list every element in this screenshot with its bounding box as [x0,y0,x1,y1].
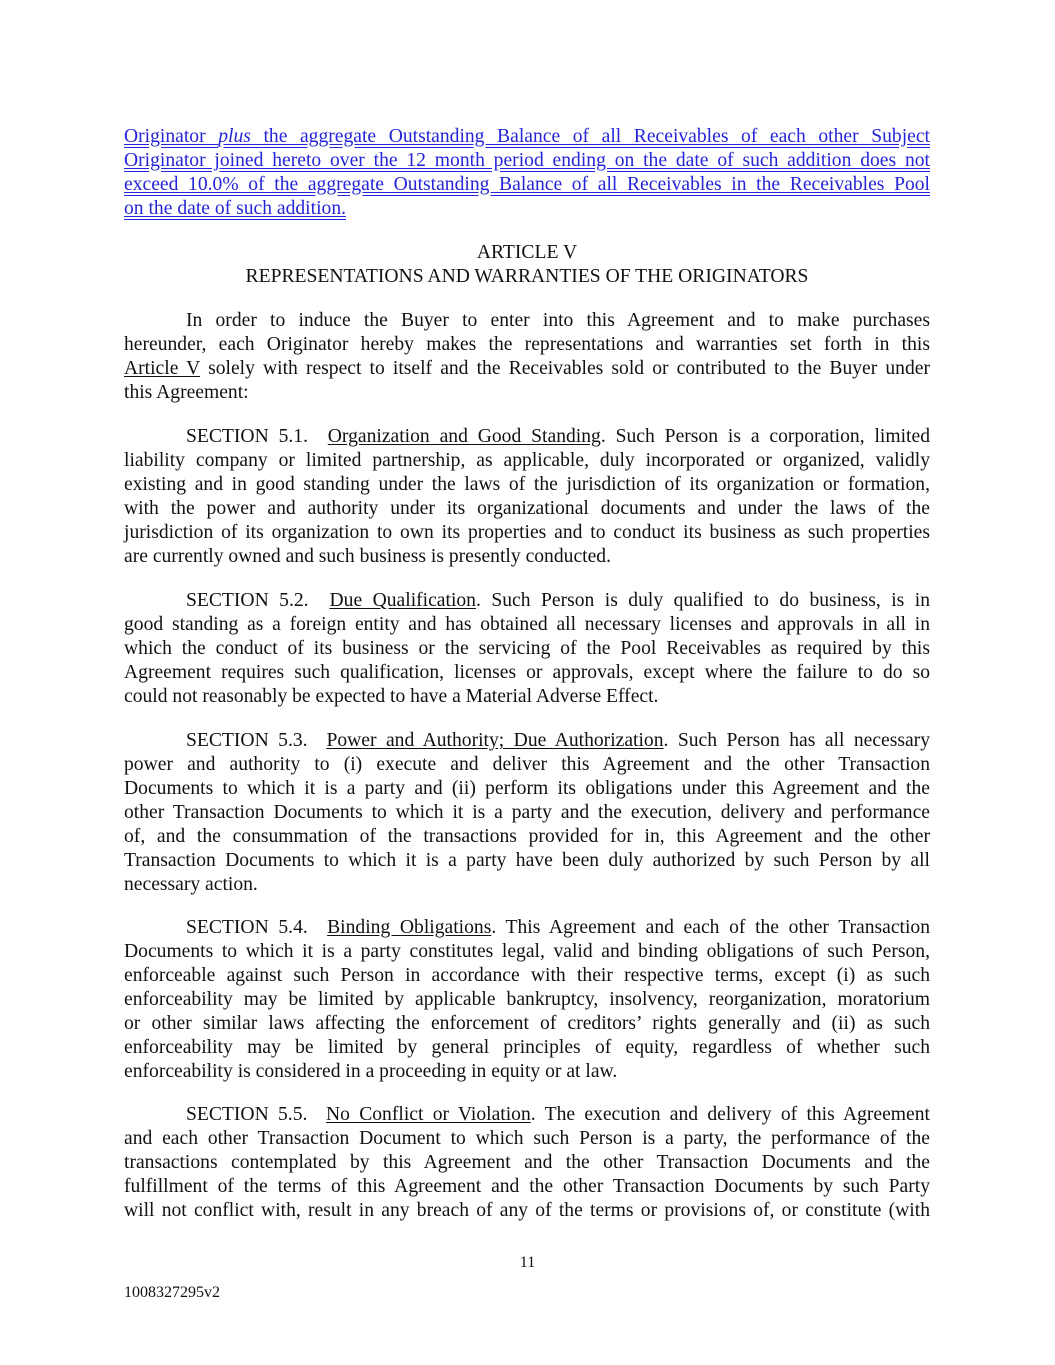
paragraph-line: Agreement requires such qualification, licenses or approvals, except where the failure to do so [124,662,930,683]
paragraph-line: enforceable against such Person in accordance with their respective terms, except (i) as such [124,965,930,986]
paragraph-line: good standing as a foreign entity and has obtained all necessary licenses and approvals in all in [124,614,930,635]
paragraph-line: fulfillment of the terms of this Agreement and the other Transaction Documents by such Party [124,1176,930,1197]
paragraph-line: enforceability is considered in a proceeding in equity or at law. [124,1061,618,1082]
article-title: REPRESENTATIONS AND WARRANTIES OF THE ORIGINATORS [245,266,809,287]
section-number: SECTION 5.1. [186,426,308,447]
paragraph-line: hereunder, each Originator hereby makes the representations and warranties set forth in this [124,334,930,355]
paragraph-line: transactions contemplated by this Agreement and the other Transaction Documents and the [124,1152,930,1173]
paragraph-line: could not reasonably be expected to have a Material Adverse Effect. [124,686,659,707]
section-number: SECTION 5.4. [186,917,308,938]
section-heading: Organization and Good Standing [327,426,601,447]
section-first-line: SECTION 5.1. Organization and Good Standing. Such Person is a corporation, limited [186,426,930,447]
paragraph-line: Documents to which it is a party and (ii) perform its obligations under this Agreement and the [124,778,930,799]
section-number: SECTION 5.5. [186,1104,308,1125]
inserted-text: Originator joined hereto over the 12 month period ending on the date of such addition does not [124,150,930,171]
inserted-text: Originator plus the aggregate Outstanding Balance of all Receivables of each other Subject [124,126,930,147]
inserted-line [124,125,930,149]
paragraph-line: liability company or limited partnership, as applicable, duly incorporated or organized, validly [124,450,930,471]
section-heading: Power and Authority; Due Authorization [326,730,664,751]
inserted-line [124,149,930,173]
inserted-line [124,197,930,221]
paragraph-line: enforceability may be limited by applicable bankruptcy, insolvency, reorganization, moratorium [124,989,930,1010]
section-first-line: SECTION 5.4. Binding Obligations. This Agreement and each of the other Transaction [186,917,931,938]
section-number: SECTION 5.2. [186,590,309,611]
paragraph-line: power and authority to (i) execute and deliver this Agreement and the other Transaction [124,754,930,775]
paragraph-line: of, and the consummation of the transactions provided for in, this Agreement and the other [124,826,930,847]
section-first-line: SECTION 5.5. No Conflict or Violation. The execution and delivery of this Agreement [186,1104,930,1125]
inserted-text: exceed 10.0% of the aggregate Outstanding Balance of all Receivables in the Receivables Pool [124,174,930,195]
paragraph-line: Transaction Documents to which it is a party have been duly authorized by such Person by all [124,850,930,871]
paragraph-line: other Transaction Documents to which it is a party and the execution, delivery and performance [124,802,930,823]
paragraph-line: existing and in good standing under the laws of the jurisdiction of its organization or formation, [124,474,930,495]
italic-term: plus [218,126,251,147]
page-number: 11 [519,1254,536,1271]
paragraph-line: enforceability may be limited by general principles of equity, regardless of whether such [124,1037,930,1058]
article-number: ARTICLE V [476,242,578,263]
paragraph-line: which the conduct of its business or the servicing of the Pool Receivables as required by this [124,638,930,659]
article-reference: Article V [124,358,200,379]
paragraph-line: are currently owned and such business is presently conducted. [124,546,611,567]
paragraph-line: Documents to which it is a party constitutes legal, valid and binding obligations of such Person, [124,941,930,962]
paragraph-line: jurisdiction of its organization to own its properties and to conduct its business as such properties [124,522,930,543]
section-first-line: SECTION 5.3. Power and Authority; Due Authorization. Such Person has all necessary [186,730,930,751]
paragraph-line: or other similar laws affecting the enforcement of creditors’ rights generally and (ii) as such [124,1013,930,1034]
paragraph-line: with the power and authority under its organizational documents and under the laws of the [124,498,930,519]
paragraph-line: this Agreement: [124,382,249,403]
document-id: 1008327295v2 [124,1284,220,1301]
paragraph-line: and each other Transaction Document to which such Person is a party, the performance of the [124,1128,930,1149]
section-heading: Binding Obligations [327,917,492,938]
paragraph-line: Article V solely with respect to itself and the Receivables sold or contributed to the Buyer under [124,358,930,379]
inserted-text: on the date of such addition. [124,198,347,219]
paragraph-line: will not conflict with, result in any breach of any of the terms or provisions of, or constitute (with [124,1200,930,1221]
paragraph-line: necessary action. [124,874,258,895]
section-first-line: SECTION 5.2. Due Qualification. Such Person is duly qualified to do business, is in [186,590,930,611]
inserted-line [124,173,930,197]
section-number: SECTION 5.3. [186,730,308,751]
paragraph-line: In order to induce the Buyer to enter into this Agreement and to make purchases [186,310,930,331]
section-heading: No Conflict or Violation [325,1104,531,1125]
section-heading: Due Qualification [329,590,476,611]
